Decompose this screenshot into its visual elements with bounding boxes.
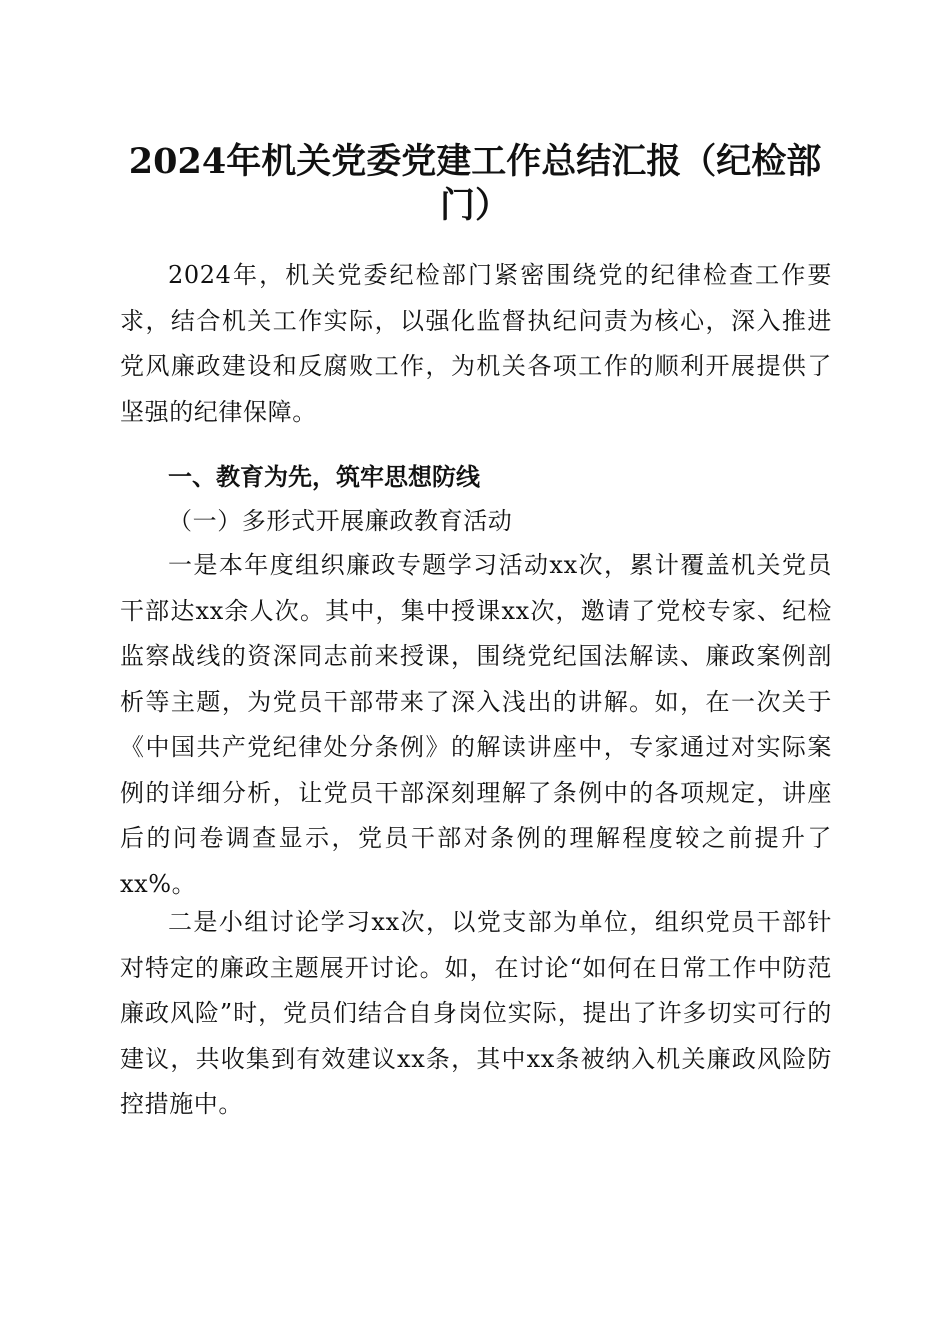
body-paragraph-2: 二是小组讨论学习xx次，以党支部为单位，组织党员干部针对特定的廉政主题展开讨论。如，在讨论“如何在日常工作中防范廉政风险”时，党员们结合自身岗位实际，提出了许多切实可行的建议，共收集到有效建议xx条，其中xx条被纳入机关廉政风险防控措施中。 xyxy=(120,908,832,1118)
page-title xyxy=(100,140,850,228)
title-line-2: 门） xyxy=(439,185,510,226)
body-paragraph-1: 一是本年度组织廉政专题学习活动xx次，累计覆盖机关党员干部达xx余人次。其中，集中授课xx次，邀请了党校专家、纪检监察战线的资深同志前来授课，围绕党纪国法解读、廉政案例剖析等主题，为党员干部带来了深入浅出的讲解。如，在一次关于《中国共产党纪律处分条例》的解读讲座中，专家通过对实际案例的详细分析，让党员干部深刻理解了条例中的各项规定，讲座后的问卷调查显示，党员干部对条例的理解程度较之前提升了xx%。 xyxy=(120,551,832,898)
subsection-heading: （一）多形式开展廉政教育活动 xyxy=(168,507,513,535)
intro-paragraph: 2024年，机关党委纪检部门紧密围绕党的纪律检查工作要求，结合机关工作实际，以强化监督执纪问责为核心，深入推进党风廉政建设和反腐败工作，为机关各项工作的顺利开展提供了坚强的纪律保障。 xyxy=(120,261,832,426)
section-heading: 一、教育为先，筑牢思想防线 xyxy=(168,463,480,491)
title-line-1: 2024年机关党委党建工作总结汇报（纪检部 xyxy=(128,141,822,182)
